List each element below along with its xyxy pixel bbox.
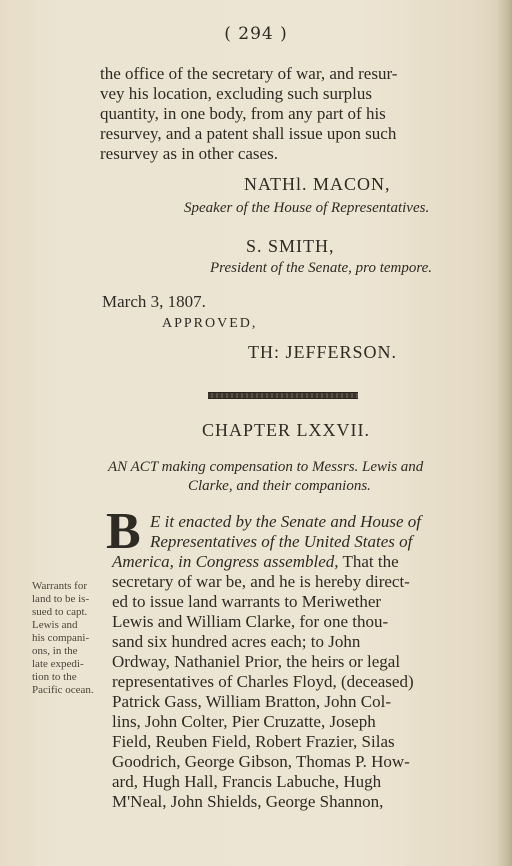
text-line: M'Neal, John Shields, George Shannon, [112,792,384,811]
text-line: the office of the secretary of war, and resur- [100,64,398,83]
margin-note-line: his compani- [32,632,90,644]
section-divider [208,392,358,399]
text-line: Goodrich, George Gibson, Thomas P. How- [112,752,410,771]
text-roman: That the [338,552,399,571]
chapter-heading: CHAPTER LXXVII. [202,420,370,440]
text-line: quantity, in one body, from any part of his [100,104,386,123]
text-line: resurvey as in other cases. [100,144,278,163]
margin-note [32,580,104,697]
margin-note-line: Warrants for [32,580,88,592]
text-line: Representatives of the United States of [150,532,413,551]
signature-smith: S. SMITH, [246,236,335,256]
margin-note-line: Lewis and [32,619,78,631]
signature-macon-title: Speaker of the House of Representatives. [184,200,430,216]
text-line: representatives of Charles Floyd, (deceased) [112,672,414,691]
approver-signature: TH: JEFFERSON. [248,342,398,362]
page-number: ( 294 ) [224,24,288,44]
act-title [108,458,468,496]
margin-note-line: land to be is- [32,593,90,605]
text-line: lins, John Colter, Pier Cruzatte, Joseph [112,712,376,731]
signature-smith-title: President of the Senate, pro tempore. [210,260,433,276]
text-line: vey his location, excluding such surplus [100,84,372,103]
enacting-paragraph [112,512,462,812]
text-italic: America, in Congress assembled, [112,552,339,571]
text-line [112,552,462,572]
act-title-line: Clarke, and their companions. [188,478,371,494]
text-line: ard, Hugh Hall, Francis Labuche, Hugh [112,772,382,791]
drop-cap: B [106,503,141,560]
margin-note-line: Pacific ocean. [32,684,94,696]
margin-note-line: late expedi- [32,658,84,670]
margin-note-line: sued to capt. [32,606,88,618]
text-line: Lewis and William Clarke, for one thou- [112,612,389,631]
text-line: Field, Reuben Field, Robert Frazier, Silas [112,732,395,751]
paragraph-continuation [100,64,450,164]
approved-label: APPROVED, [162,316,258,331]
act-title-line: AN ACT making compensation to Messrs. Lewis and [108,459,424,475]
text-line: ed to issue land warrants to Meriwether [112,592,382,611]
margin-note-line: tion to the [32,671,77,683]
text-line: sand six hundred acres each; to John [112,632,361,651]
margin-note-line: ons, in the [32,645,78,657]
text-line: secretary of war be, and he is hereby direct- [112,572,410,591]
text-line: Ordway, Nathaniel Prior, the heirs or legal [112,652,401,671]
text-line: E it enacted by the Senate and House of [150,512,421,531]
text-line: resurvey, and a patent shall issue upon such [100,124,397,143]
signature-macon: NATHl. MACON, [244,174,391,194]
text-line: Patrick Gass, William Bratton, John Col- [112,692,392,711]
date: March 3, 1807. [102,292,206,311]
